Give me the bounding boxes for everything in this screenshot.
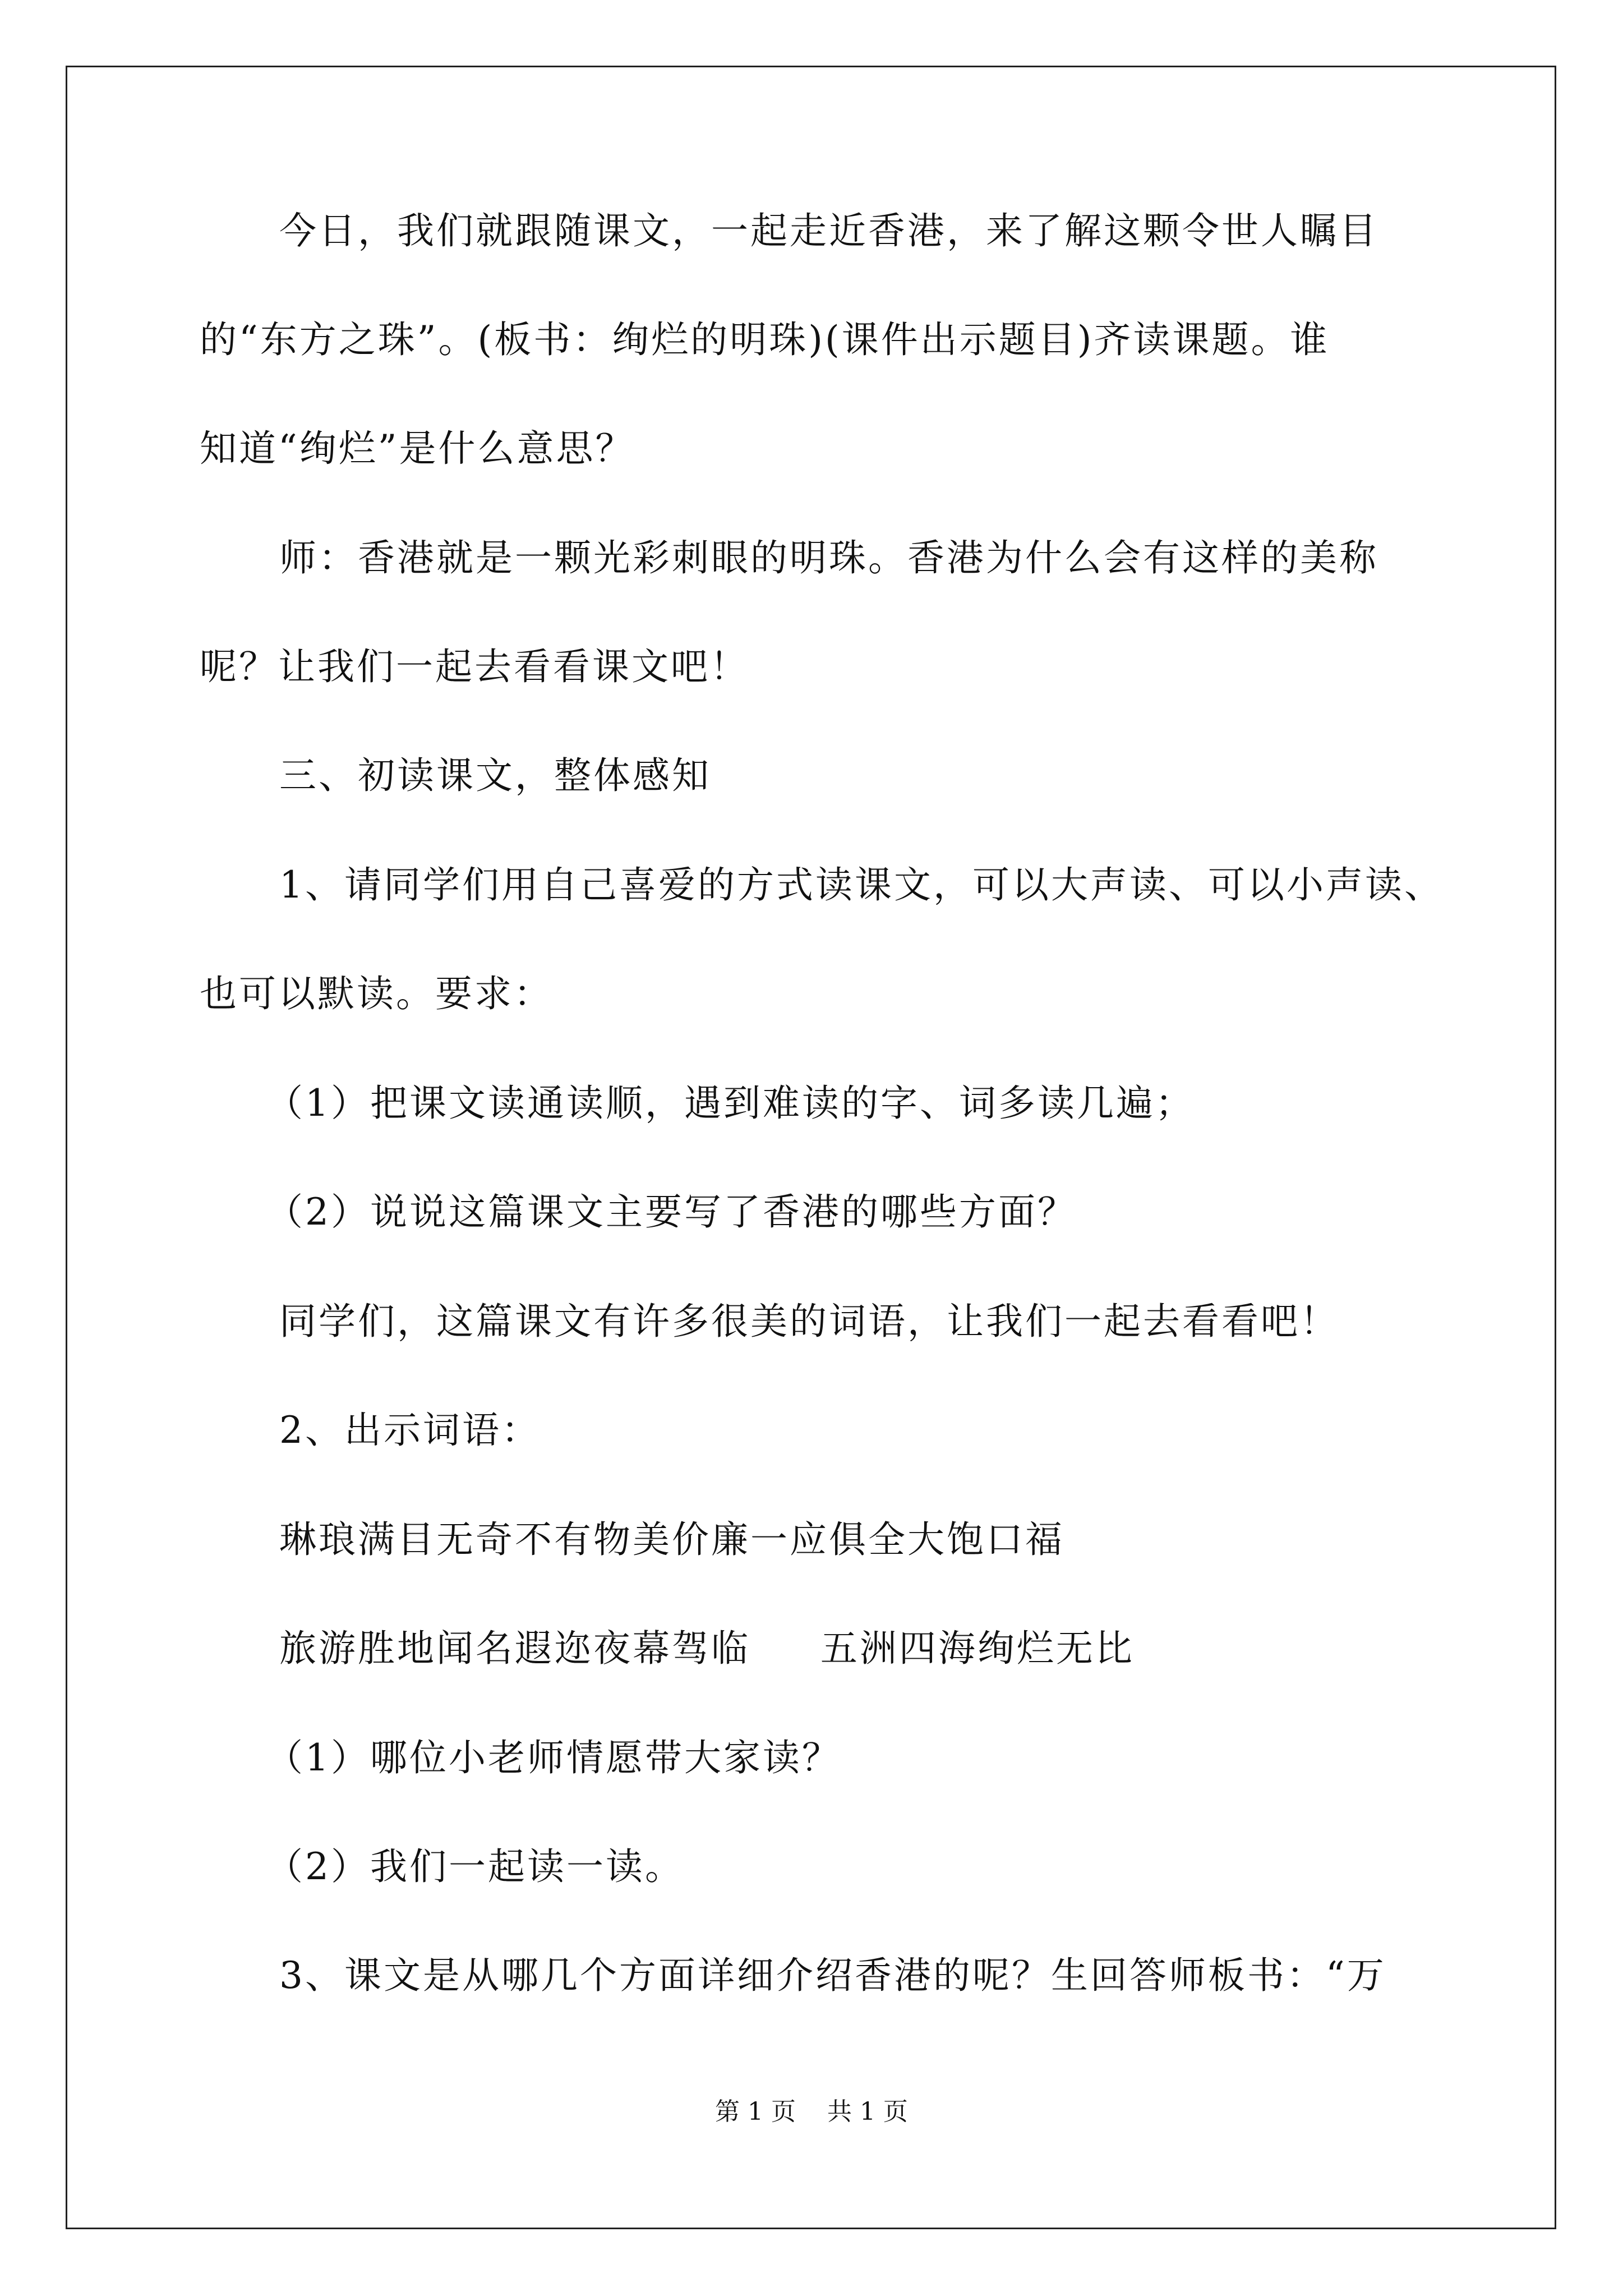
paragraph-line: 同学们，这篇课文有许多很美的词语，让我们一起去看看吧！ xyxy=(279,1300,1339,1343)
paragraph-line: 也可以默读。要求： xyxy=(200,972,553,1015)
page-border xyxy=(66,66,1556,2229)
paragraph-line: 呢？让我们一起去看看课文吧！ xyxy=(200,645,749,688)
paragraph-line: 的“东方之珠”。(板书：绚烂的明珠)(课件出示题目)齐读课题。谁 xyxy=(200,318,1330,361)
paragraph-line: 3、课文是从哪几个方面详细介绍香港的呢？生回答师板书：“万 xyxy=(279,1954,1386,1997)
list-item: （1）哪位小老师情愿带大家读？ xyxy=(266,1736,841,1779)
list-item: （2）我们一起读一读。 xyxy=(266,1845,684,1888)
paragraph-line: 师：香港就是一颗光彩刺眼的明珠。香港为什么会有这样的美称 xyxy=(279,536,1378,579)
list-item: （1）把课文读通读顺，遇到难读的字、词多读几遍； xyxy=(266,1082,1195,1125)
paragraph-line: 2、出示词语： xyxy=(279,1409,541,1452)
section-heading: 三、初读课文，整体感知 xyxy=(279,754,711,797)
list-item: （2）说说这篇课文主要写了香港的哪些方面？ xyxy=(266,1190,1077,1234)
vocabulary-line: 琳琅满目无奇不有物美价廉一应俱全大饱口福 xyxy=(279,1518,1064,1561)
paragraph-line: 知道“绚烂”是什么意思？ xyxy=(200,427,635,470)
page-footer: 第 1 页 共 1 页 xyxy=(715,2097,908,2126)
paragraph-line: 1、请同学们用自己喜爱的方式读课文，可以大声读、可以小声读、 xyxy=(279,863,1444,907)
vocabulary-line: 旅游胜地闻名遐迩夜幕驾临 五洲四海绚烂无比 xyxy=(279,1627,1135,1670)
paragraph-line: 今日，我们就跟随课文，一起走近香港，来了解这颗令世人瞩目 xyxy=(279,209,1378,252)
